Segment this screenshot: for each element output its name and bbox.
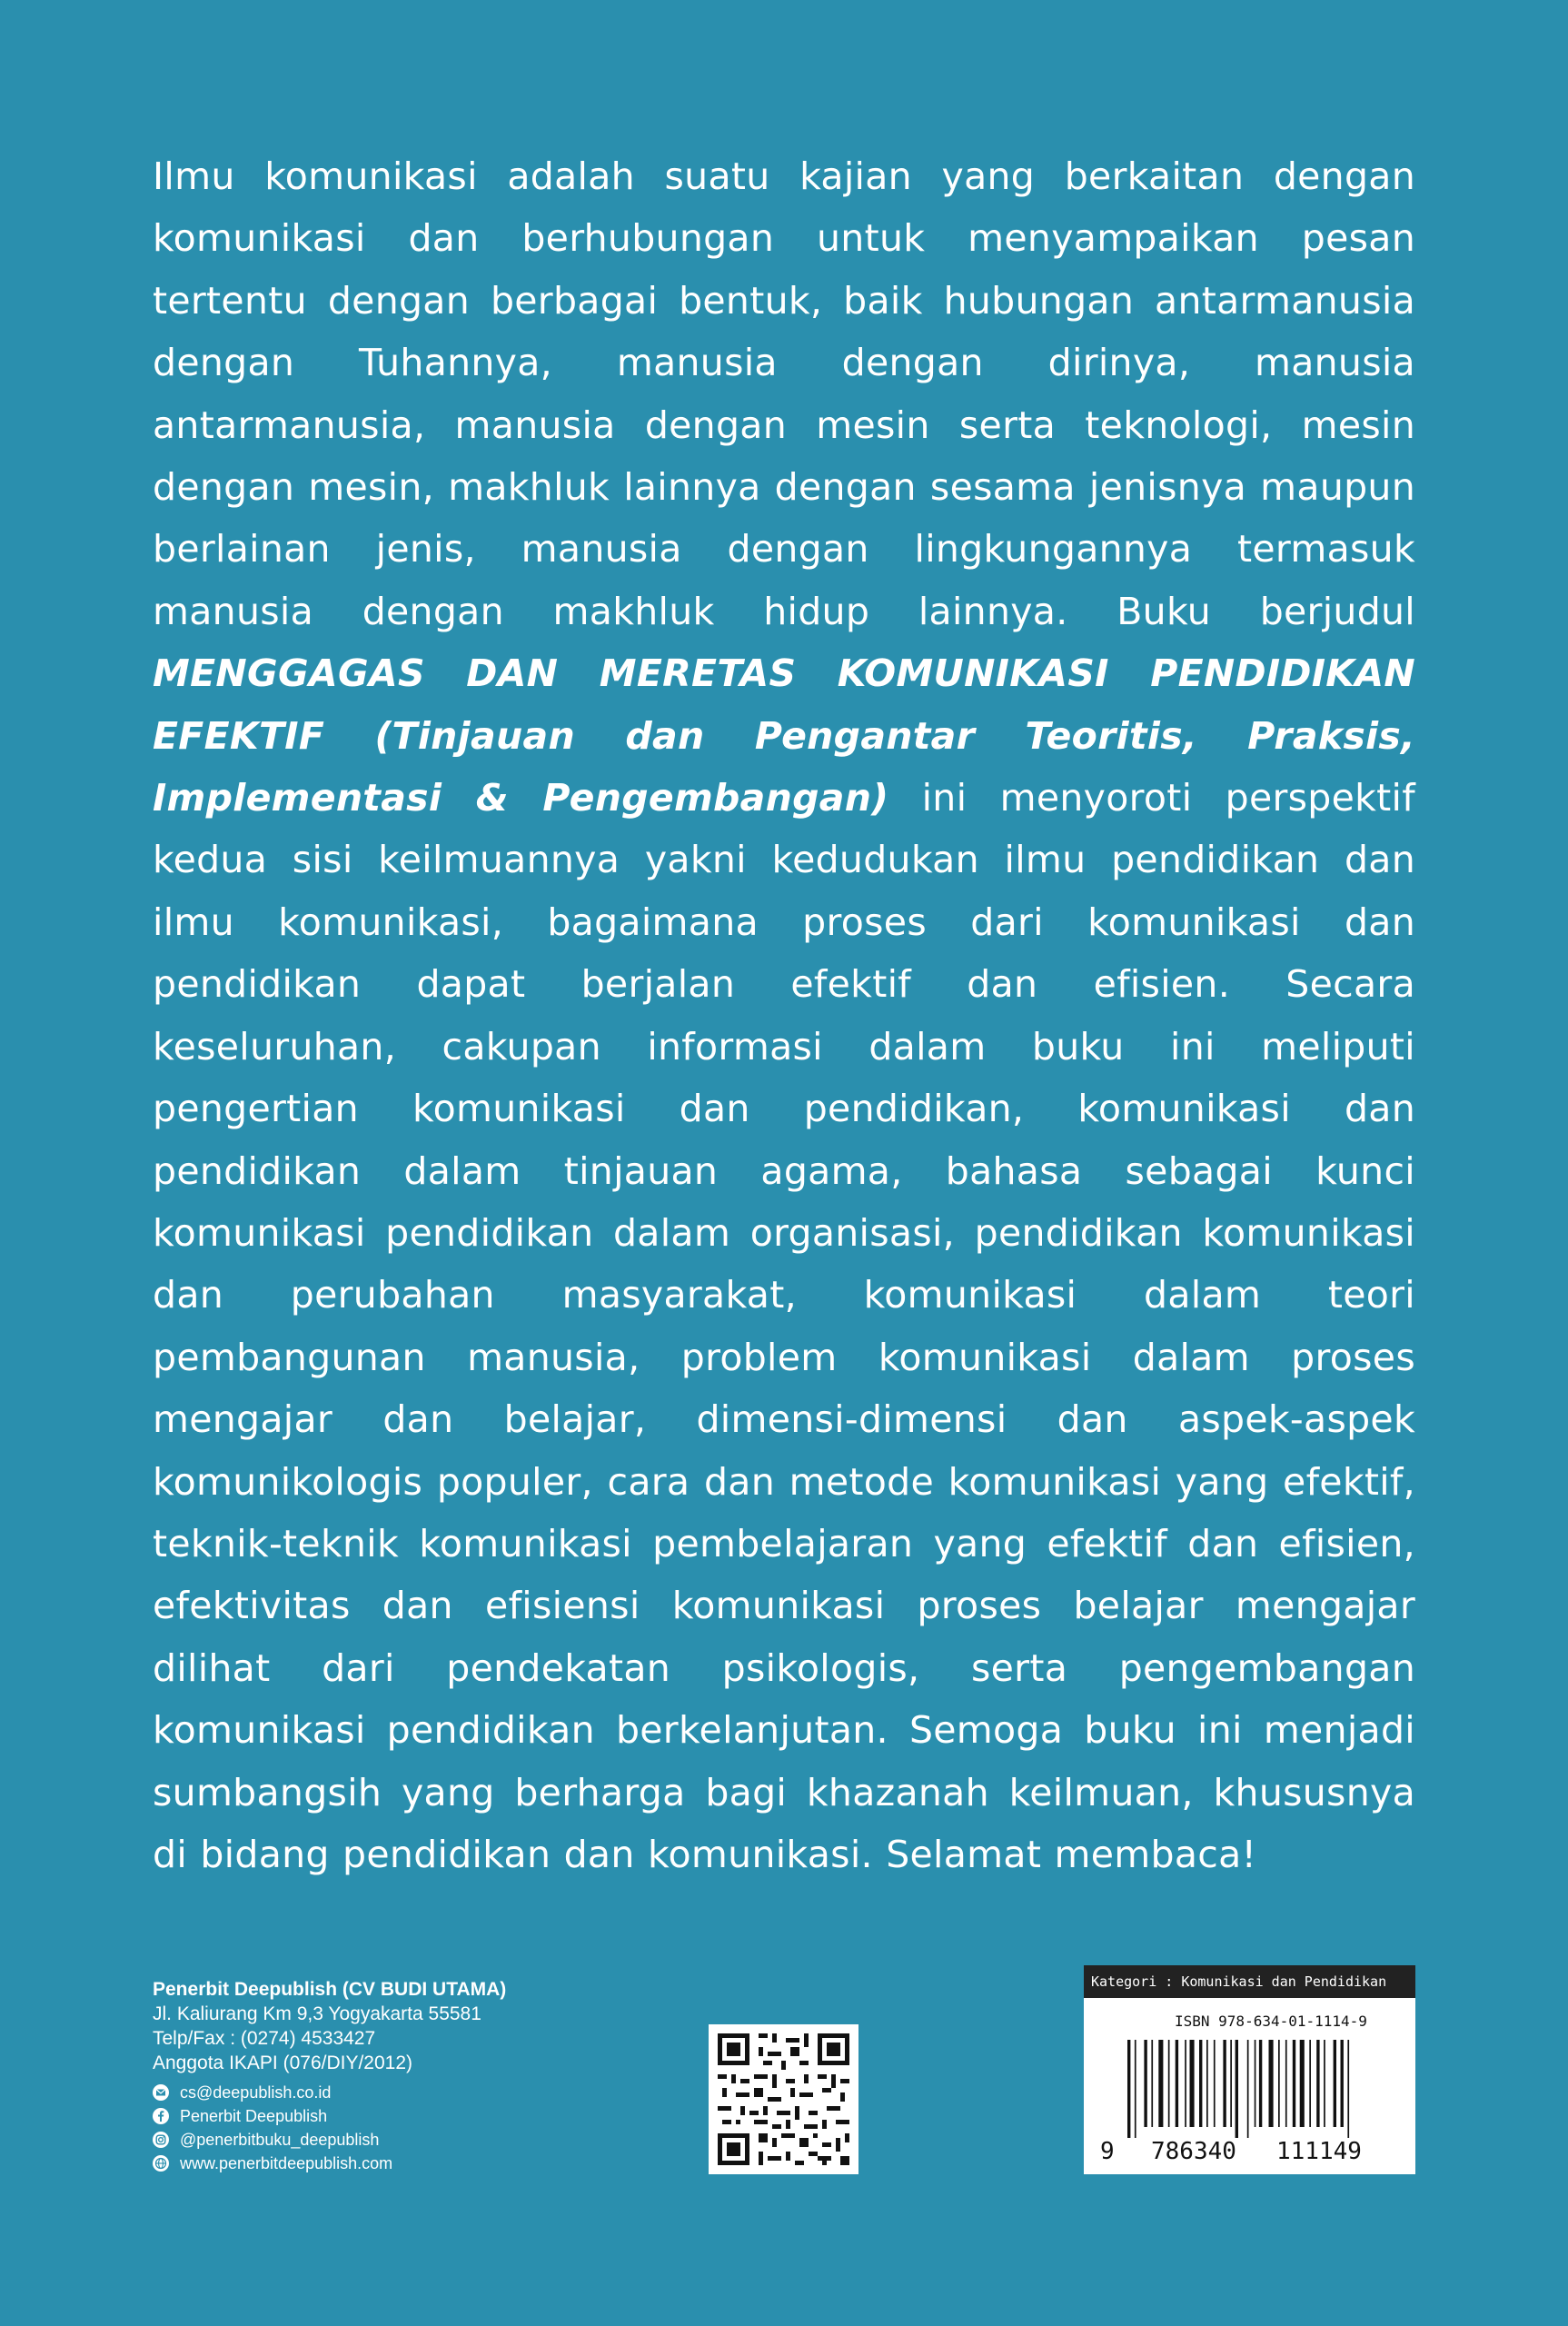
barcode-digit-first: 9 — [1100, 2138, 1115, 2165]
barcode-bar — [1176, 2040, 1178, 2127]
barcode-bar — [1223, 2040, 1226, 2127]
barcode-bar — [1127, 2040, 1130, 2138]
barcode-bar — [1236, 2040, 1238, 2138]
contact-facebook-text: Penerbit Deepublish — [180, 2107, 328, 2125]
barcode-bar — [1324, 2040, 1325, 2127]
barcode-bar — [1158, 2040, 1163, 2127]
contact-email-text: cs@deepublish.co.id — [180, 2083, 332, 2102]
barcode-bar — [1144, 2040, 1146, 2127]
publisher-membership: Anggota IKAPI (076/DIY/2012) — [153, 2053, 413, 2073]
barcode-bar — [1259, 2040, 1262, 2127]
barcode-bar — [1285, 2040, 1287, 2127]
barcode-bar — [1247, 2040, 1249, 2138]
instagram-icon — [153, 2132, 169, 2148]
barcode-bar — [1206, 2040, 1208, 2127]
blurb-body: ini menyoroti perspektif kedua sisi keilmuannya yakni kedudukan ilmu pendidikan dan ilmu komunikasi, bagaimana proses dari komunikasi dan pendidikan dapat berjalan efektif dan efisien. Secara keseluruhan, cakupan informasi dalam buku ini meliputi pengertian komunikasi dan pendidikan, komunikasi dan pendidikan dalam tinjauan agama, bahasa sebagai kunci komunikasi pendidikan dalam organisasi, pendidikan komunikasi dan perubahan masyarakat, komunikasi dalam teori pembangunan manusia, problem komunikasi dalam proses mengajar dan belajar, dimensi-dimensi dan aspek-aspek komunikologis populer, cara dan metode komunikasi yang efektif, teknik-teknik komunikasi pembelajaran yang efektif dan efisien, efektivitas dan efisiensi komunikasi proses belajar mengajar dilihat dari pendekatan psikologis, serta pengembangan komunikasi pendidikan berkelanjutan. Semoga buku ini menjadi sumbangsih yang berharga bagi khazanah keilmuan, khususnya di bidang pendidikan dan komunikasi. Selamat membaca! — [153, 776, 1415, 1876]
barcode-bar — [1135, 2040, 1136, 2138]
isbn-number: ISBN 978-634-01-1114-9 — [1175, 2013, 1367, 2030]
publisher-address: Jl. Kaliurang Km 9,3 Yogyakarta 55581 — [153, 2003, 481, 2024]
contact-instagram-text: @penerbitbuku_deepublish — [180, 2131, 380, 2149]
barcode-digits-left: 786340 — [1151, 2138, 1236, 2165]
barcode-bar — [1214, 2040, 1216, 2127]
barcode-bar — [1190, 2040, 1195, 2127]
barcode-bar — [1168, 2040, 1170, 2127]
facebook-icon — [153, 2108, 169, 2124]
email-icon — [153, 2084, 169, 2101]
barcode-bar — [1269, 2040, 1274, 2127]
barcode-bar — [1278, 2040, 1280, 2127]
barcode-bar — [1185, 2040, 1186, 2127]
barcode-bar — [1255, 2040, 1256, 2127]
barcode-bar — [1309, 2040, 1311, 2127]
contact-website-text: www.penerbitdeepublish.com — [180, 2154, 393, 2172]
barcode-bar — [1293, 2040, 1295, 2127]
book-category: Kategori : Komunikasi dan Pendidikan — [1084, 1965, 1415, 1998]
contact-instagram — [153, 2128, 625, 2152]
barcode-bar — [1334, 2040, 1336, 2127]
book-title: MENGGAGAS DAN MERETAS KOMUNIKASI PENDIDIKAN EFEKTIF (Tinjauan dan Pengantar Teoritis, Praksis, Implementasi & Pengembangan) — [153, 651, 1415, 820]
barcode-bar — [1199, 2040, 1202, 2127]
globe-icon — [153, 2155, 169, 2172]
contact-email — [153, 2081, 625, 2104]
barcode-bar — [1341, 2040, 1344, 2127]
publisher-info — [153, 1977, 625, 2175]
barcode-bar — [1300, 2040, 1305, 2127]
barcode-digits-right: 111149 — [1276, 2138, 1362, 2165]
barcode-bar — [1230, 2040, 1232, 2127]
barcode-bars — [1127, 2040, 1373, 2138]
publisher-phone: Telp/Fax : (0274) 4533427 — [153, 2028, 376, 2049]
contact-facebook — [153, 2104, 625, 2128]
isbn-barcode — [1084, 1965, 1415, 2174]
barcode-bar — [1316, 2040, 1319, 2127]
qr-code — [709, 2024, 858, 2174]
blurb-text — [153, 145, 1415, 1885]
contact-website — [153, 2152, 625, 2175]
barcode-bar — [1151, 2040, 1153, 2127]
barcode-bar — [1347, 2040, 1349, 2138]
blurb-intro: Ilmu komunikasi adalah suatu kajian yang berkaitan dengan komunikasi dan berhubungan untuk menyampaikan pesan tertentu dengan berbagai bentuk, baik hubungan antarmanusia dengan Tuhannya, manusia dengan dirinya, manusia antarmanusia, manusia dengan mesin serta teknologi, mesin dengan mesin, makhluk lainnya dengan sesama jenisnya maupun berlainan jenis, manusia dengan lingkungannya termasuk manusia dengan makhluk hidup lainnya. Buku berjudul — [153, 154, 1415, 633]
publisher-name: Penerbit Deepublish (CV BUDI UTAMA) — [153, 1979, 507, 2000]
